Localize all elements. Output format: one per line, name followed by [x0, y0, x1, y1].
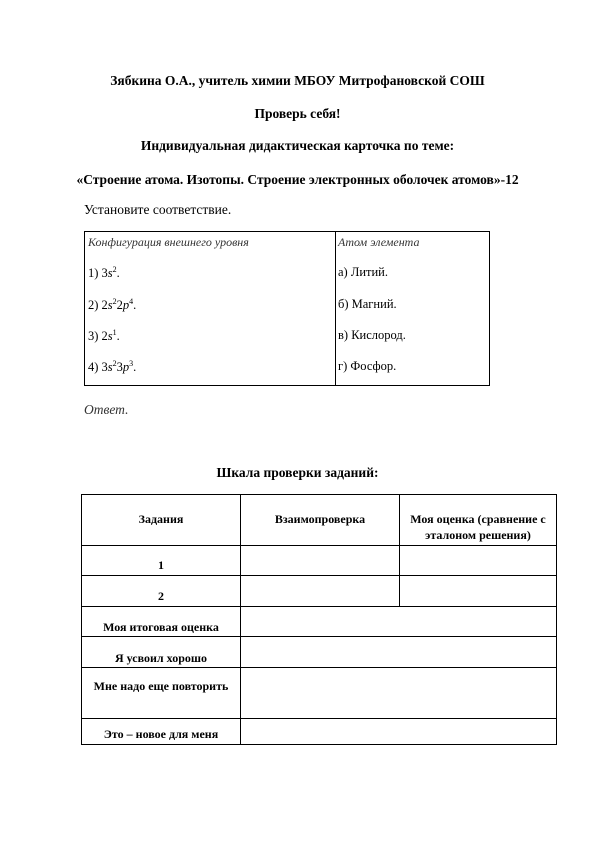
author-line: Зябкина О.А., учитель химии МБОУ Митрофановской СОШ: [110, 73, 485, 88]
element-item-4: г) Фосфор.: [338, 359, 397, 373]
config-item-4: 4) $3s^23p^3$.: [88, 359, 137, 374]
config-item-3: 3) $2s^1$.: [88, 328, 120, 343]
card-title: Индивидуальная дидактическая карточка по теме:: [140, 138, 455, 153]
match-table: [84, 231, 490, 386]
config-item-1: 1) $3s^2$.: [88, 265, 120, 280]
topic-title: «Строение атома. Изотопы. Строение электронных оболочек атомов»-12: [76, 172, 519, 187]
right-column-header: Атом элемента: [338, 235, 420, 249]
element-item-2: б) Магний.: [338, 297, 397, 311]
header-peer-check: Взаимопроверка: [274, 512, 366, 526]
left-column-header: Конфигурация внешнего уровня: [88, 235, 249, 249]
check-heading: Проверь себя!: [254, 106, 341, 121]
row-new-for-me: Это – новое для меня: [103, 727, 219, 741]
row-need-review: Мне надо еще повторить: [93, 679, 229, 693]
header-tasks: Задания: [138, 512, 184, 526]
task-instruction: Установите соответствие.: [84, 202, 232, 217]
scale-title: Шкала проверки заданий:: [216, 465, 379, 480]
header-self-grade: Моя оценка (сравнение с эталоном решения): [410, 512, 546, 542]
element-item-3: в) Кислород.: [338, 328, 406, 342]
row-task-1: 1: [158, 558, 164, 572]
answer-label: Ответ.: [84, 402, 129, 417]
row-task-2: 2: [158, 589, 164, 603]
element-item-1: а) Литий.: [338, 265, 388, 279]
config-item-2: 2) $2s^22p^4$.: [88, 297, 137, 312]
scale-table: [81, 494, 557, 745]
row-final-grade: Моя итоговая оценка: [103, 620, 219, 634]
row-learned-well: Я усвоил хорошо: [114, 651, 207, 665]
